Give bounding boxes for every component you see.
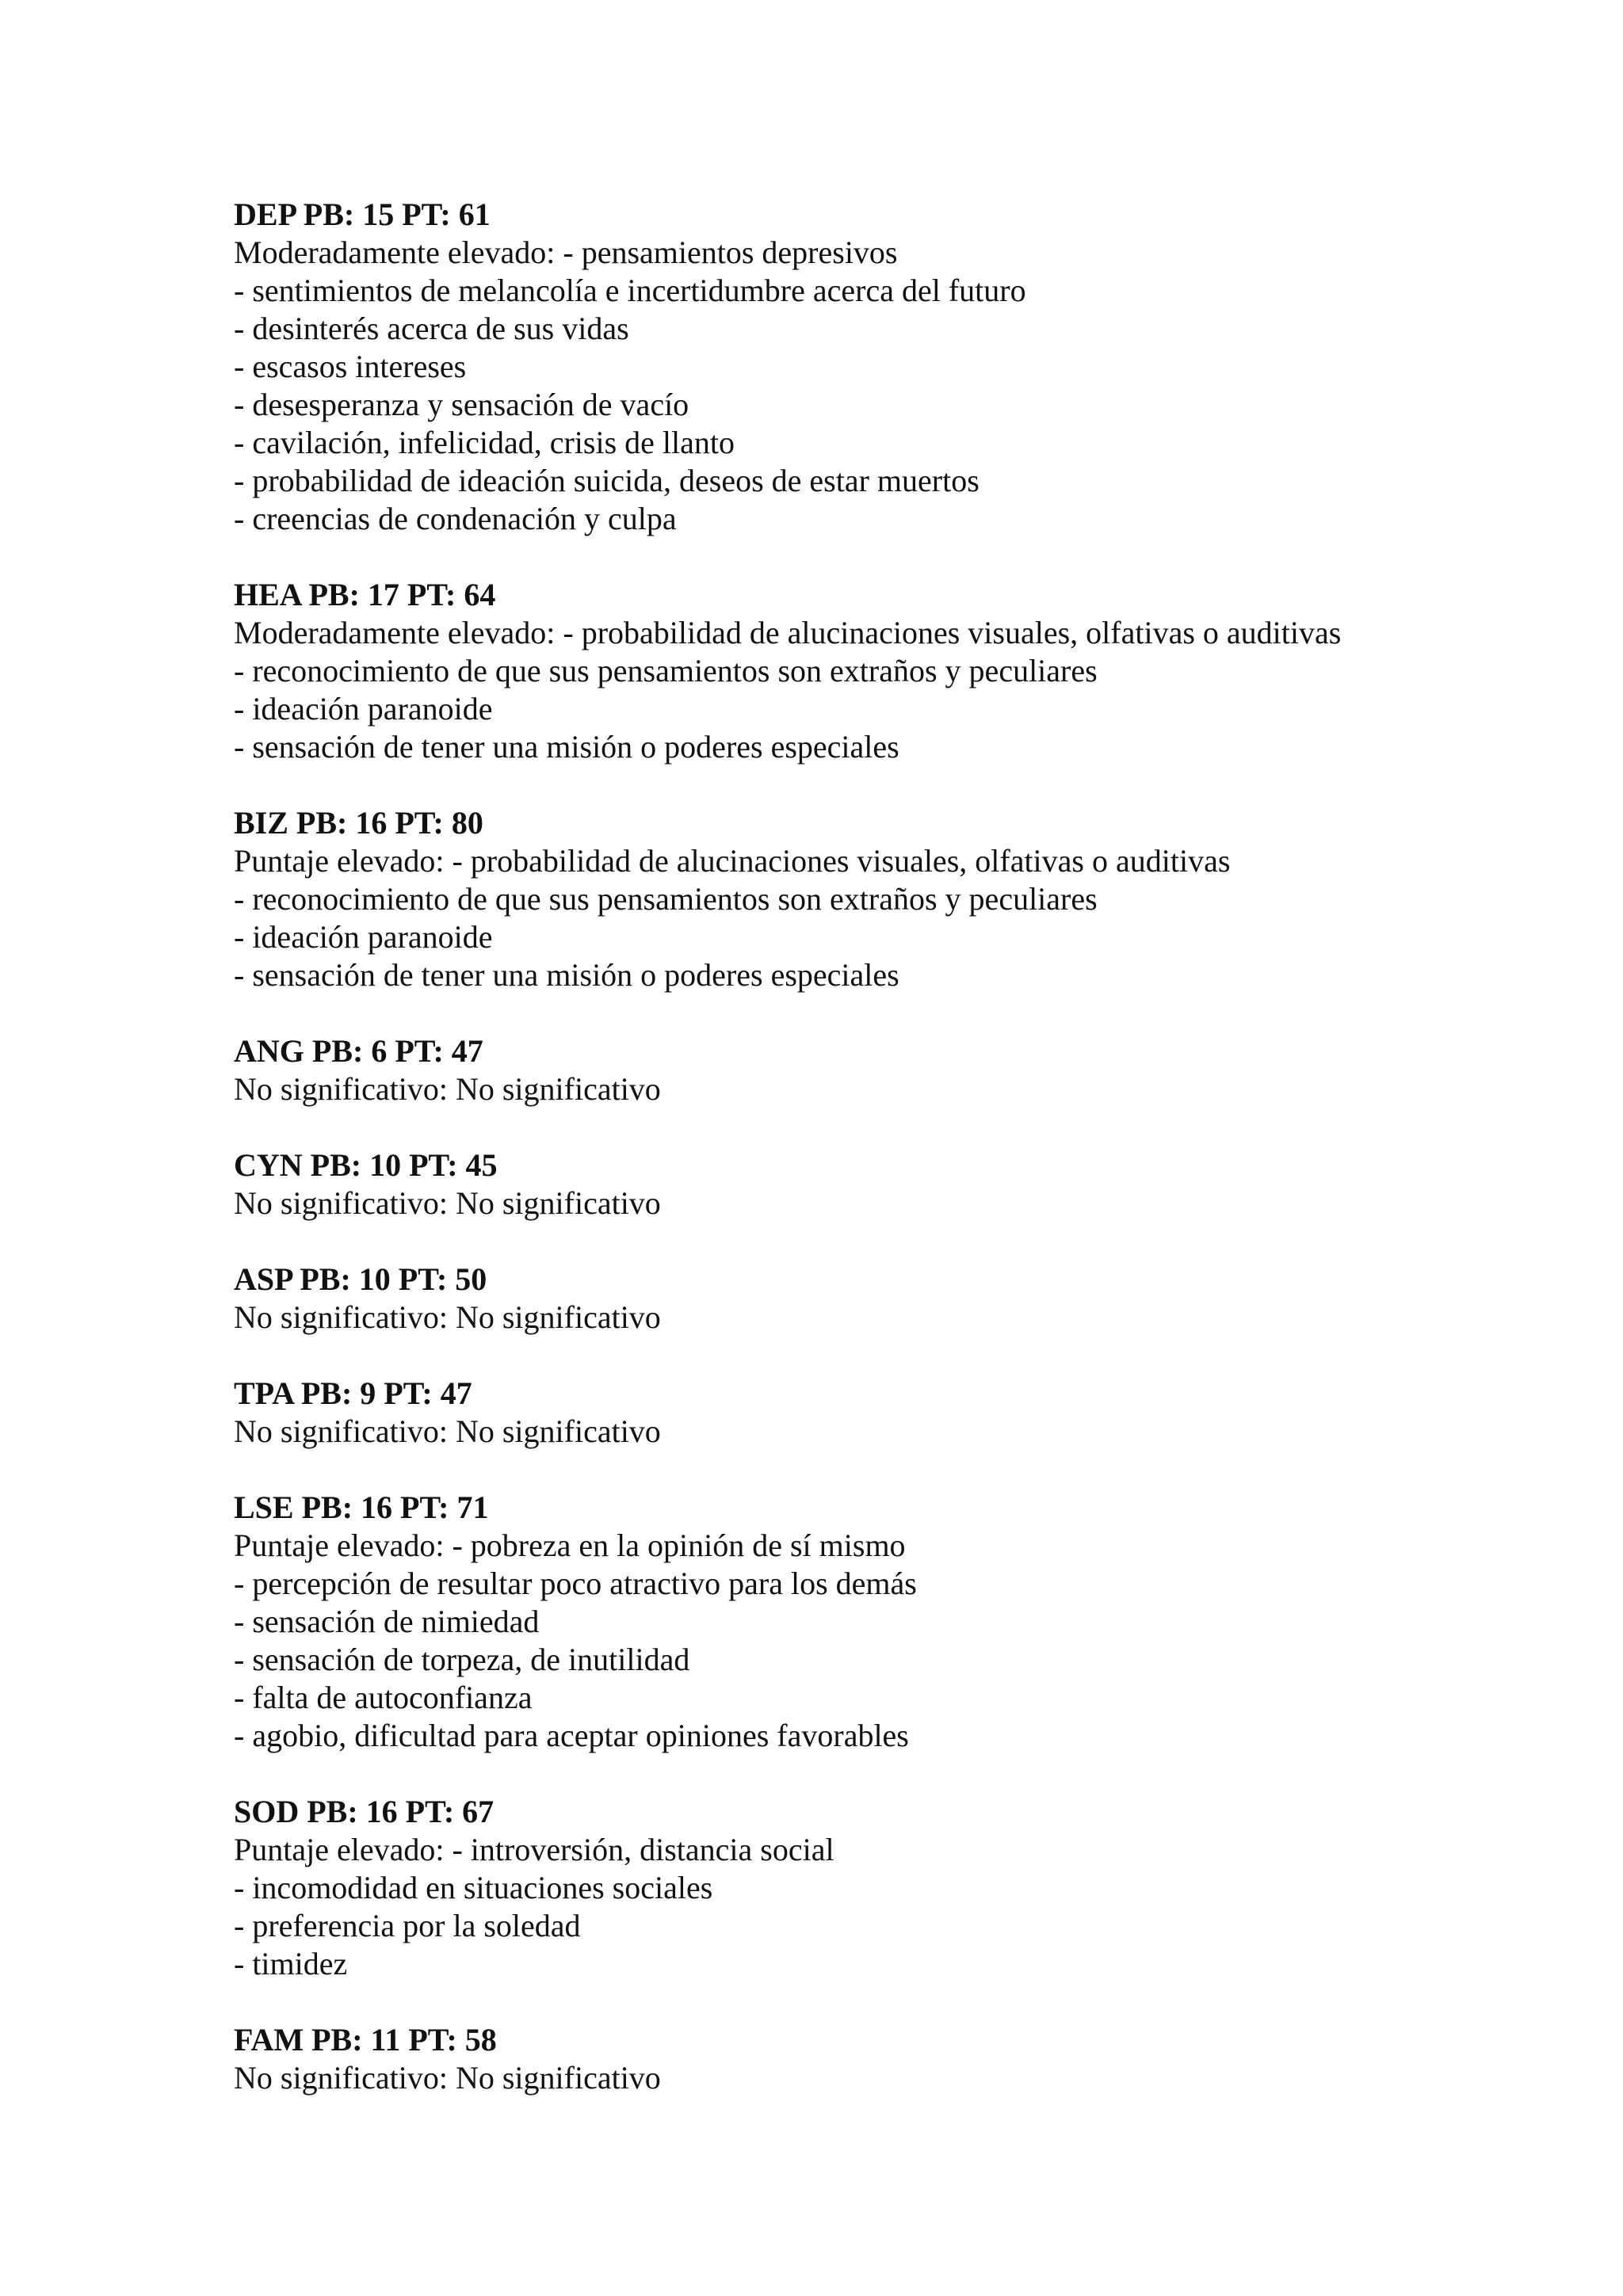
scale-description-line: - cavilación, infelicidad, crisis de llanto	[234, 425, 735, 460]
scale-block	[234, 1793, 1581, 1983]
scale-description-line: - ideación paranoide	[234, 919, 493, 955]
scale-description-line: - timidez	[234, 1946, 348, 1981]
scale-description-line: Moderadamente elevado: - probabilidad de alucinaciones visuales, olfativas o auditivas	[234, 615, 1342, 650]
scale-block	[234, 576, 1581, 766]
scale-title: LSE PB: 16 PT: 71	[234, 1489, 489, 1525]
scale-block	[234, 196, 1581, 538]
scale-description-line: - percepción de resultar poco atractivo para los demás	[234, 1566, 917, 1601]
scale-description-line: No significativo: No significativo	[234, 1413, 661, 1449]
scale-description-line: No significativo: No significativo	[234, 1299, 661, 1335]
scale-description-line: Moderadamente elevado: - pensamientos depresivos	[234, 235, 898, 270]
scale-title: ANG PB: 6 PT: 47	[234, 1033, 483, 1069]
scale-description-line: - sentimientos de melancolía e incertidumbre acerca del futuro	[234, 273, 1026, 308]
scale-description-line: Puntaje elevado: - probabilidad de alucinaciones visuales, olfativas o auditivas	[234, 843, 1231, 879]
scale-description-line: - ideación paranoide	[234, 691, 493, 727]
scale-description-line: - falta de autoconfianza	[234, 1680, 533, 1715]
scale-title: TPA PB: 9 PT: 47	[234, 1375, 472, 1411]
scale-title: CYN PB: 10 PT: 45	[234, 1147, 498, 1183]
scale-description-line: - sensación de tener una misión o poderes especiales	[234, 957, 899, 993]
scale-description-line: - desinterés acerca de sus vidas	[234, 311, 629, 346]
scale-block	[234, 804, 1581, 994]
scale-description-line: - creencias de condenación y culpa	[234, 501, 677, 536]
scale-description-line: - agobio, dificultad para aceptar opiniones favorables	[234, 1718, 909, 1753]
scale-block	[234, 1261, 1581, 1337]
scale-description-line: - sensación de torpeza, de inutilidad	[234, 1642, 690, 1677]
scale-description-line: Puntaje elevado: - pobreza en la opinión de sí mismo	[234, 1527, 906, 1563]
scale-description-line: - incomodidad en situaciones sociales	[234, 1870, 713, 1905]
scale-title: DEP PB: 15 PT: 61	[234, 196, 491, 232]
scale-title: ASP PB: 10 PT: 50	[234, 1261, 487, 1297]
scale-description-line: - desesperanza y sensación de vacío	[234, 387, 689, 422]
scale-block	[234, 1489, 1581, 1755]
scale-description-line: - reconocimiento de que sus pensamientos son extraños y peculiares	[234, 881, 1098, 917]
scale-description-line: No significativo: No significativo	[234, 1071, 661, 1107]
scale-description-line: - preferencia por la soledad	[234, 1908, 581, 1943]
scale-description-line: - sensación de tener una misión o poderes especiales	[234, 729, 899, 765]
scale-block	[234, 1375, 1581, 1451]
scale-block	[234, 1032, 1581, 1108]
scale-description-line: - escasos intereses	[234, 349, 467, 384]
scales-list	[234, 196, 1581, 2135]
scale-description-line: - probabilidad de ideación suicida, deseos de estar muertos	[234, 463, 980, 498]
scale-description-line: - sensación de nimiedad	[234, 1604, 540, 1639]
scale-description-line: - reconocimiento de que sus pensamientos son extraños y peculiares	[234, 653, 1098, 688]
scale-title: FAM PB: 11 PT: 58	[234, 2022, 497, 2058]
scale-block	[234, 2021, 1581, 2097]
scale-title: SOD PB: 16 PT: 67	[234, 1794, 495, 1829]
scale-description-line: No significativo: No significativo	[234, 1185, 661, 1221]
scale-description-line: No significativo: No significativo	[234, 2060, 661, 2096]
scale-block	[234, 1146, 1581, 1222]
scale-title: HEA PB: 17 PT: 64	[234, 577, 496, 612]
scale-title: BIZ PB: 16 PT: 80	[234, 805, 483, 841]
scale-description-line: Puntaje elevado: - introversión, distancia social	[234, 1832, 834, 1867]
